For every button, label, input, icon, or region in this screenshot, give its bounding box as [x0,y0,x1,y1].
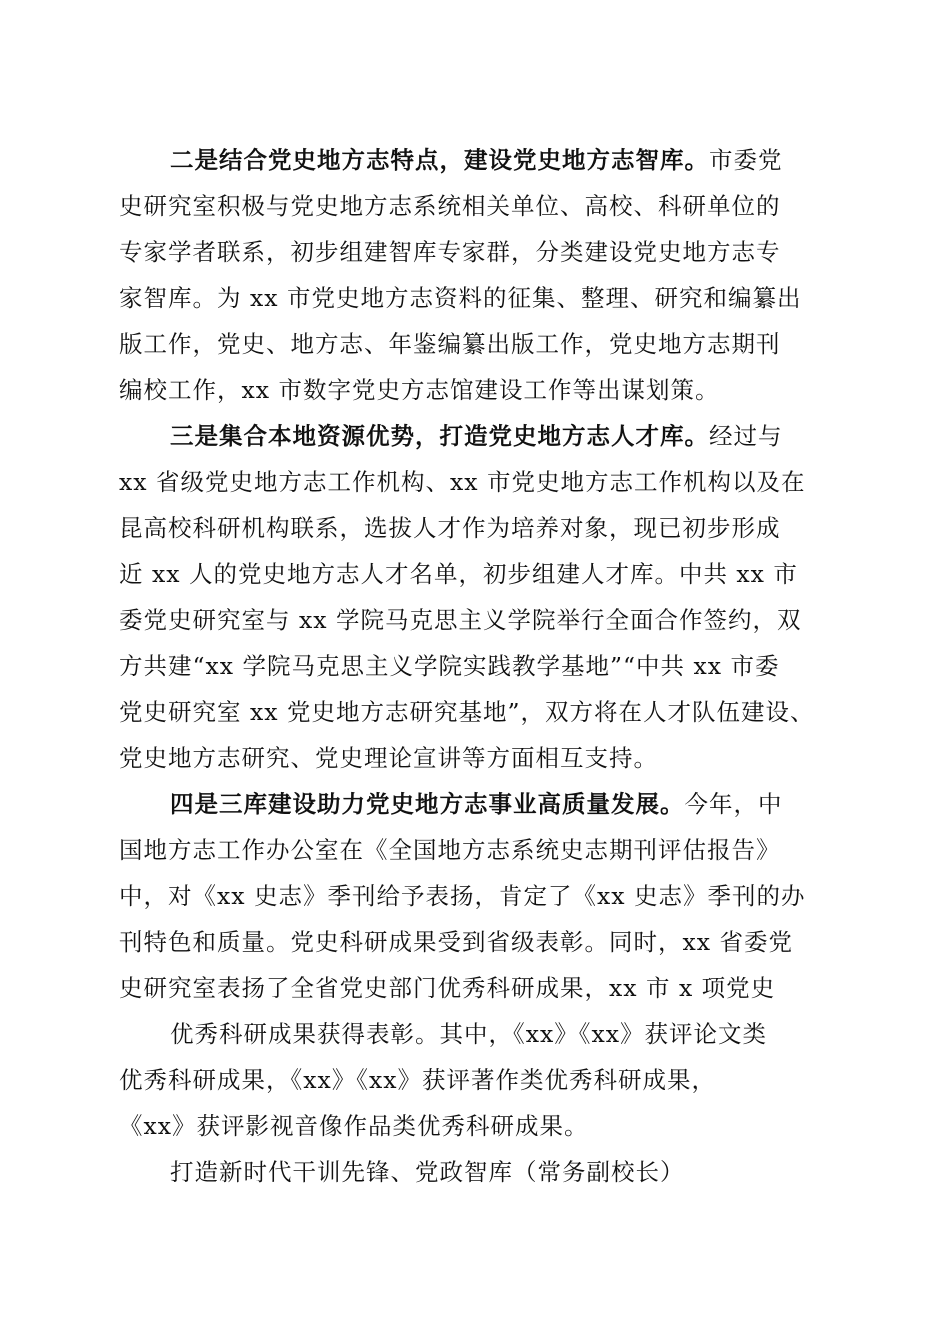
paragraph-3-line-3: 昆高校科研机构联系，选拔人才作为培养对象，现已初步形成 [119,514,781,542]
paragraph-5-line-2: 优秀科研成果，《xx》《xx》获评著作类优秀科研成果， [119,1066,717,1094]
paragraph-4-line-1 [170,781,783,827]
paragraph-4-text: 今年，中 [684,790,783,818]
paragraph-3-line-8: 党史地方志研究、党史理论宣讲等方面相互支持。 [119,744,658,772]
paragraph-3-line-6: 方共建“xx 学院马克思主义学院实践教学基地”“中共 xx 市委 [119,652,780,680]
paragraph-2-line-6: 编校工作，xx 市数字党史方志馆建设工作等出谋划策。 [119,376,720,404]
paragraph-2-line-5: 版工作，党史、地方志、年鉴编纂出版工作，党史地方志期刊 [119,330,781,358]
paragraph-5-line-1: 优秀科研成果获得表彰。其中，《xx》《xx》获评论文类 [170,1020,768,1048]
paragraph-2-line-3: 专家学者联系，初步组建智库专家群，分类建设党史地方志专 [119,238,781,266]
paragraph-2-text: 市委党 [709,146,783,174]
paragraph-4-line-5: 史研究室表扬了全省党史部门优秀科研成果，xx 市 x 项党史 [119,974,776,1002]
paragraph-4-heading: 四是三库建设助力党史地方志事业高质量发展。 [170,790,685,818]
paragraph-2-line-2: 史研究室积极与党史地方志系统相关单位、高校、科研单位的 [119,192,781,220]
paragraph-2-line-4: 家智库。为 xx 市党史地方志资料的征集、整理、研究和编纂出 [119,284,802,312]
paragraph-2-line-1 [170,137,783,183]
paragraph-3-heading: 三是集合本地资源优势，打造党史地方志人才库。 [170,422,709,450]
paragraph-4-line-3: 中，对《xx 史志》季刊给予表扬，肯定了《xx 史志》季刊的办 [119,882,806,910]
paragraph-3-line-2: xx 省级党史地方志工作机构、xx 市党史地方志工作机构以及在 [119,468,806,496]
paragraph-4-line-2: 国地方志工作办公室在《全国地方志系统史志期刊评估报告》 [119,836,781,864]
paragraph-3-line-7: 党史研究室 xx 党史地方志研究基地”，双方将在人才队伍建设、 [119,698,815,726]
paragraph-3-line-5: 委党史研究室与 xx 学院马克思主义学院举行全面合作签约，双 [119,606,802,634]
paragraph-3-line-1 [170,413,783,459]
paragraph-3-line-4: 近 xx 人的党史地方志人才名单，初步组建人才库。中共 xx 市 [119,560,798,588]
section-title: 打造新时代干训先锋、党政智库（常务副校长） [170,1158,685,1186]
paragraph-4-line-4: 刊特色和质量。党史科研成果受到省级表彰。同时，xx 省委党 [119,928,793,956]
paragraph-3-text: 经过与 [709,422,783,450]
paragraph-2-heading: 二是结合党史地方志特点，建设党史地方志智库。 [170,146,709,174]
paragraph-5-line-3: 《xx》获评影视音像作品类优秀科研成果。 [119,1112,589,1140]
